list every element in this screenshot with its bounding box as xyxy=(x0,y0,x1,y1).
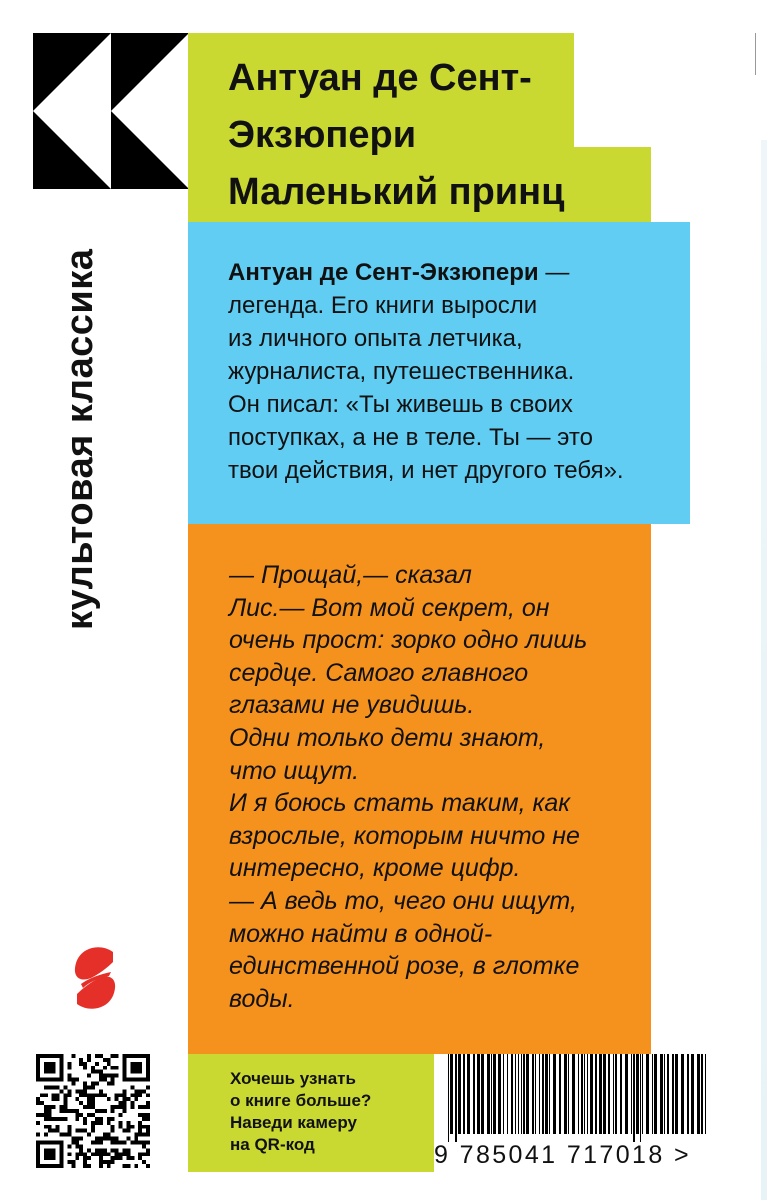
quote-line: можно найти в одной- xyxy=(229,919,493,948)
qr-code-icon[interactable] xyxy=(36,1054,150,1168)
title-line: Экзюпери xyxy=(228,114,417,156)
edge-tint xyxy=(761,140,767,1200)
bio-line xyxy=(228,256,688,289)
publisher-emblem xyxy=(67,938,123,1018)
author-bio xyxy=(228,256,688,487)
quote-line: — Прощай,— сказал xyxy=(229,561,472,589)
book-title xyxy=(228,50,564,221)
quote-line: сердце. Самого главного xyxy=(229,658,529,687)
series-label: культовая классика xyxy=(59,248,101,630)
bio-line: твои действия, и нет другого тебя». xyxy=(228,457,624,484)
quote-line: что ищут. xyxy=(229,756,360,785)
qr-invite-text xyxy=(230,1068,371,1156)
publisher-chevron-logo-icon xyxy=(33,33,189,189)
quote-line: Лис.— Вот мой секрет, он xyxy=(229,593,550,622)
quote-line: единственной розе, в глотке xyxy=(229,952,580,981)
cta-line: на QR-код xyxy=(230,1135,315,1154)
barcode-icon xyxy=(434,1054,730,1142)
quote-line: взрослые, которым ничто не xyxy=(229,821,580,850)
bio-line: легенда. Его книги выросли xyxy=(228,292,538,319)
quote-line: очень прост: зорко одно лишь xyxy=(229,626,588,655)
bio-line: из личного опыта летчика, xyxy=(228,325,523,352)
bio-line: поступках, а не в теле. Ты — это xyxy=(228,424,593,451)
title-line: Маленький принц xyxy=(228,171,565,213)
bio-dash: — xyxy=(538,259,570,286)
quote-line: Одни только дети знают, xyxy=(229,723,546,752)
bio-author-name: Антуан де Сент-Экзюпери xyxy=(228,259,539,286)
quote-line: — А ведь то, чего они ищут, xyxy=(229,886,577,915)
title-line: Антуан де Сент- xyxy=(228,57,532,99)
edge-divider xyxy=(755,33,756,75)
publisher-emblem-icon xyxy=(67,938,123,1018)
qr-code[interactable] xyxy=(36,1054,150,1168)
cta-line: Хочешь узнать xyxy=(230,1069,356,1088)
bio-line: журналиста, путешественника. xyxy=(228,358,575,385)
publisher-logo xyxy=(33,33,189,189)
cta-line: Наведи камеру xyxy=(230,1113,357,1132)
isbn-number: 9 785041 717018 > xyxy=(434,1141,691,1169)
quote-line: глазами не увидишь. xyxy=(229,691,475,720)
bio-line: Он писал: «Ты живешь в своих xyxy=(228,391,573,418)
quote-line: воды. xyxy=(229,984,295,1013)
quote-line: И я боюсь стать таким, как xyxy=(229,789,571,818)
book-quote xyxy=(229,559,587,1015)
quote-line: интересно, кроме цифр. xyxy=(229,854,521,883)
cta-line: о книге больше? xyxy=(230,1091,372,1110)
